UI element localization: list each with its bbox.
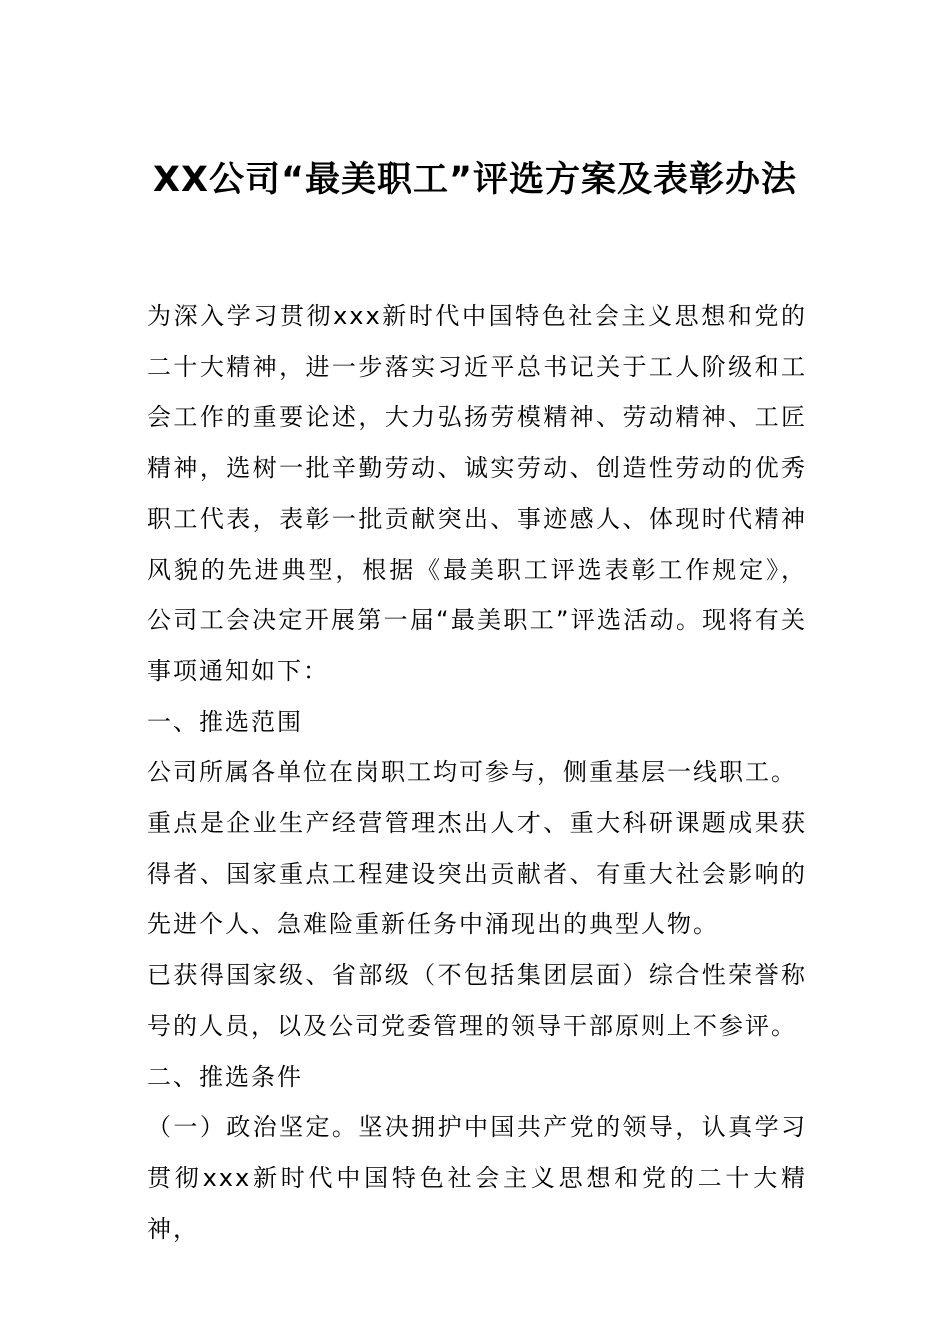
scope-paragraph-1: 公司所属各单位在岗职工均可参与，侧重基层一线职工。 (147, 758, 797, 787)
section-heading-conditions: 二、推选条件 (147, 1062, 303, 1091)
section-heading-scope: 一、推选范围 (147, 707, 303, 736)
intro-paragraph: 为深入学习贯彻xxx新时代中国特色社会主义思想和党的二十大精神，进一步落实习近平总书记关于工人阶级和工会工作的重要论述，大力弘扬劳模精神、劳动精神、工匠精神，选树一批辛勤劳动、诚实劳动、创造性劳动的优秀职工代表，表彰一批贡献突出、事迹感人、体现时代精神风貌的先进典型，根据《最美职工评选表彰工作规定》，公司工会决定开展第一届“最美职工”评选活动。现将有关事项通知如下： (147, 302, 807, 685)
scope-paragraph-3: 已获得国家级、省部级（不包括集团层面）综合性荣誉称号的人员，以及公司党委管理的领导干部原则上不参评。 (147, 961, 807, 1040)
conditions-paragraph-1: （一）政治坚定。坚决拥护中国共产党的领导，认真学习贯彻xxx新时代中国特色社会主义思想和党的二十大精神， (147, 1113, 807, 1243)
scope-paragraph-2: 重点是企业生产经营管理杰出人才、重大科研课题成果获得者、国家重点工程建设突出贡献者、有重大社会影响的先进个人、急难险重新任务中涌现出的典型人物。 (147, 809, 807, 939)
document-title: XX公司“最美职工”评选方案及表彰办法 (153, 160, 797, 200)
document-body (147, 291, 807, 1254)
